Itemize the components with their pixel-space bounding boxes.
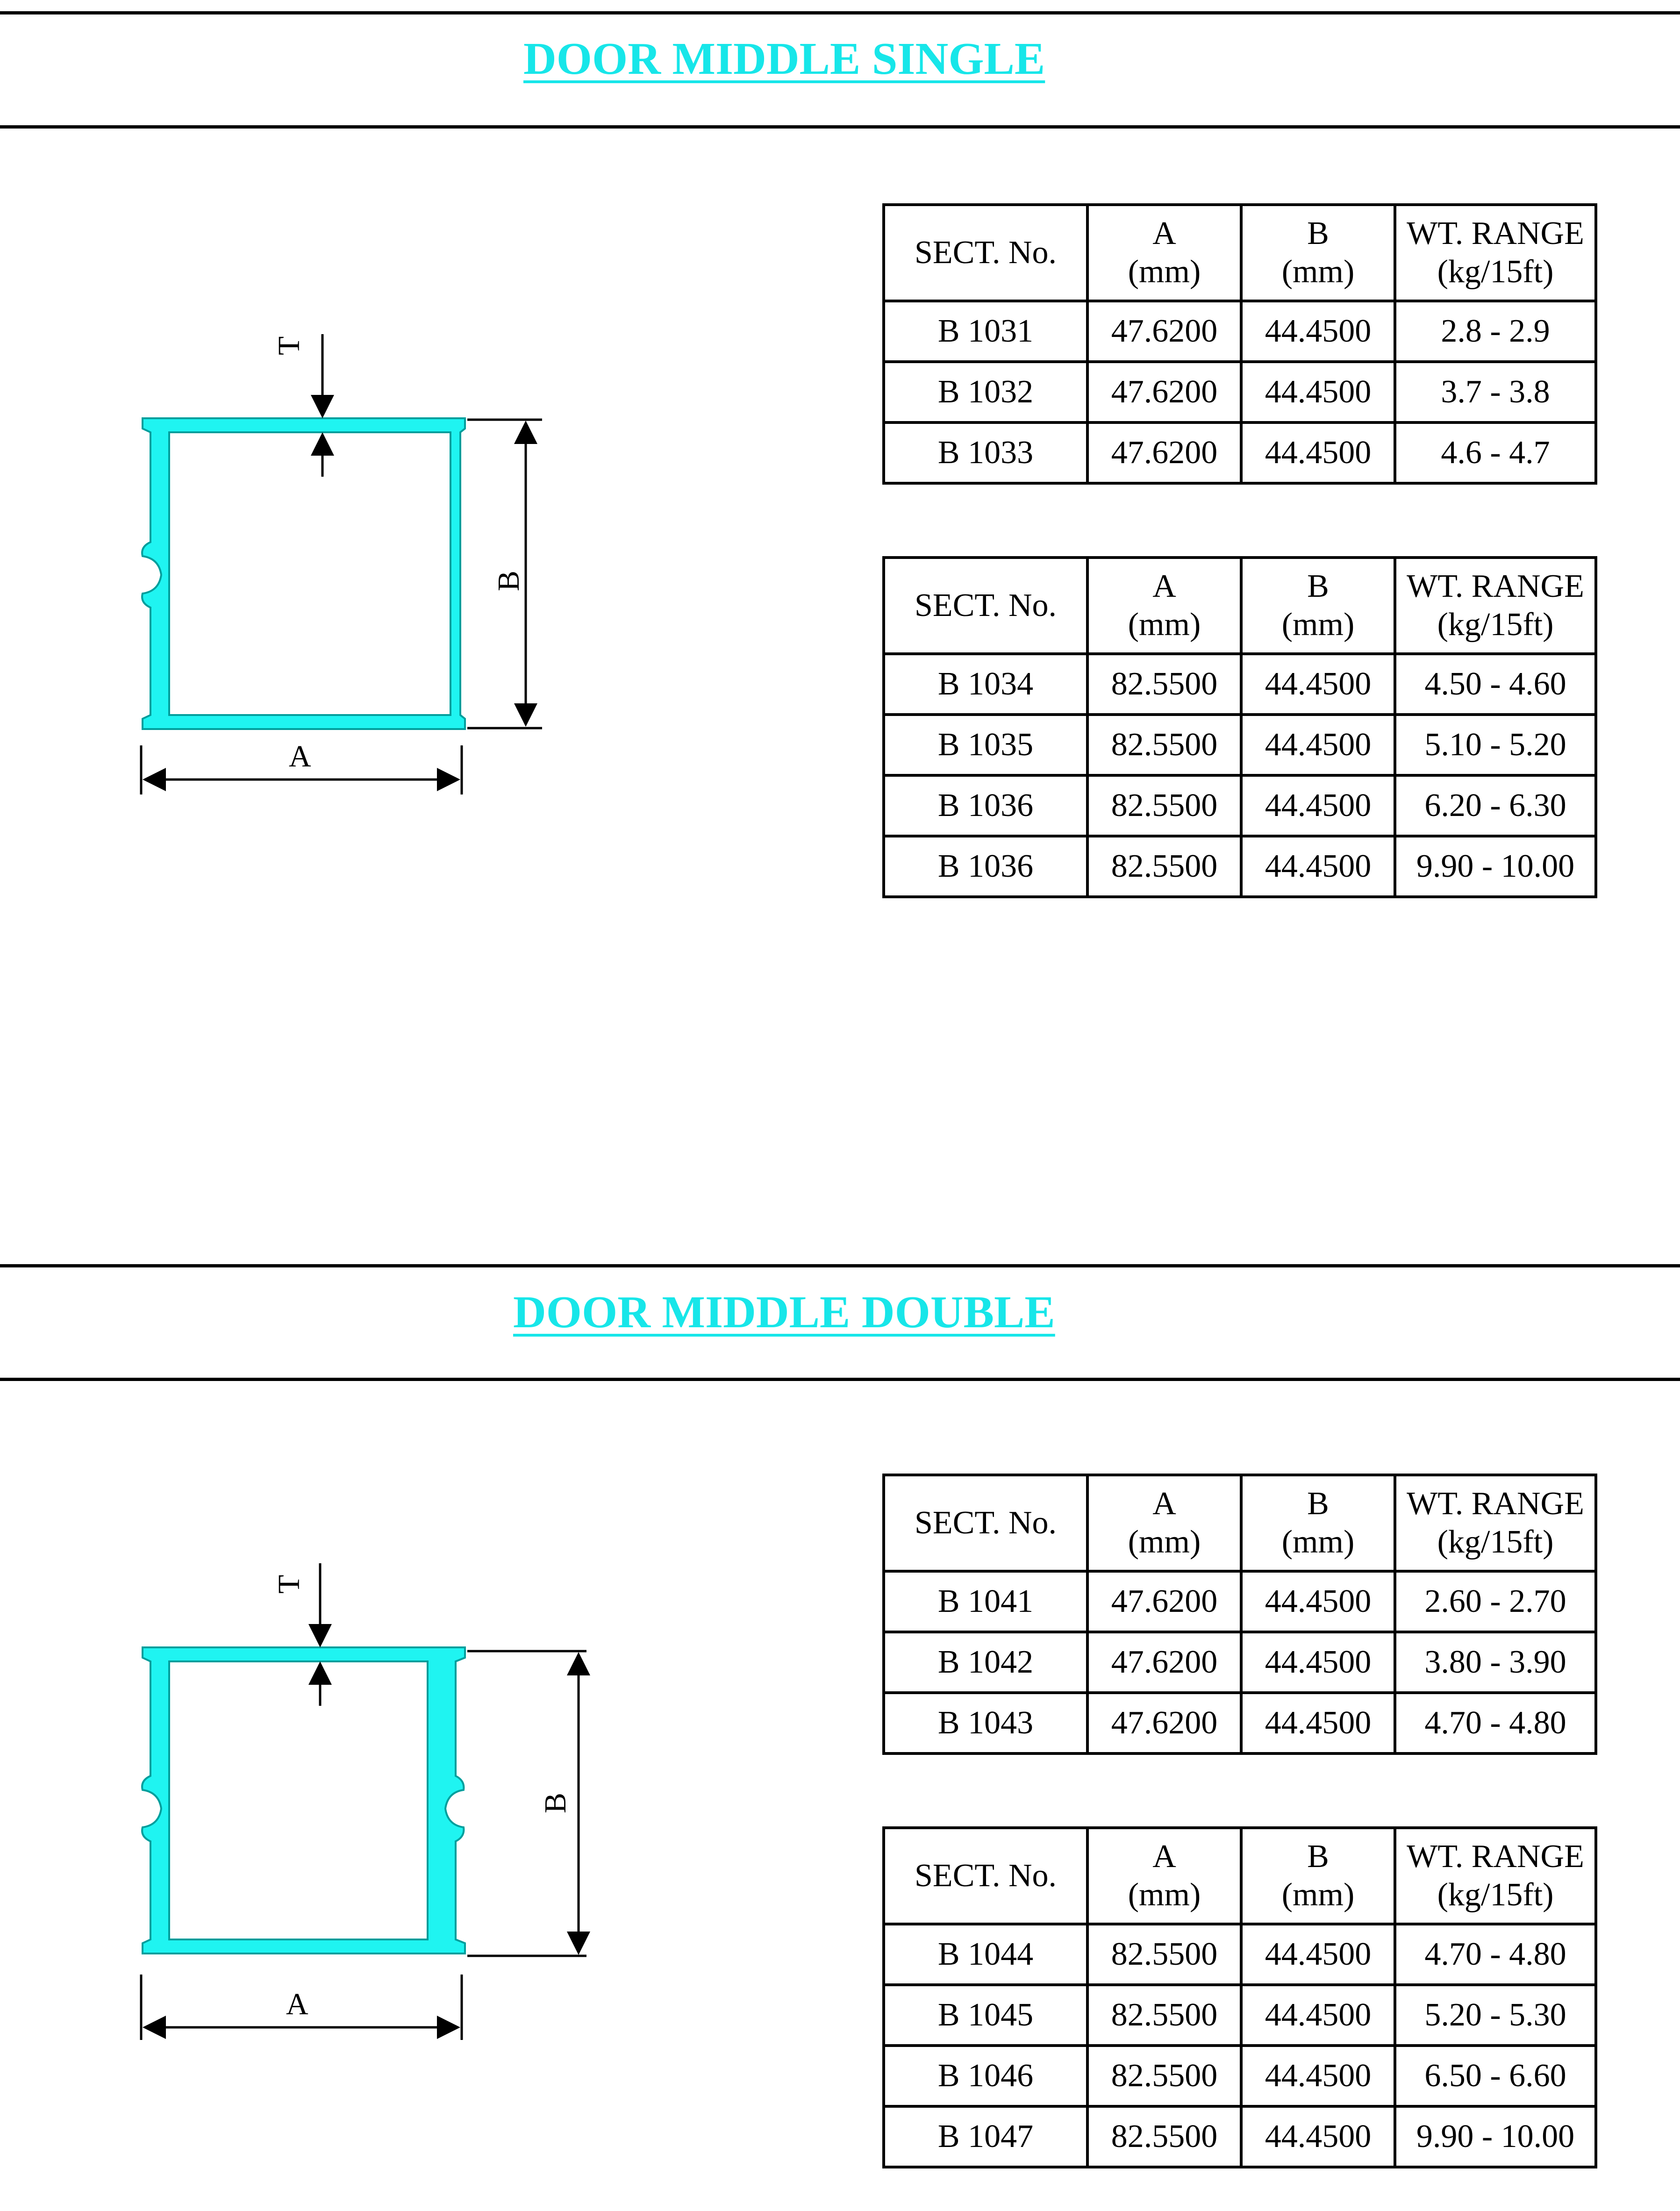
header-label: (kg/15ft) <box>1437 254 1554 290</box>
header-wt-range <box>1395 1475 1596 1571</box>
header-label: (mm) <box>1128 254 1201 290</box>
cell-wt-range: 6.20 - 6.30 <box>1395 775 1596 836</box>
header-label: (mm) <box>1128 607 1201 643</box>
header-label: WT. RANGE <box>1407 215 1584 251</box>
cell-a: 82.5500 <box>1087 715 1241 775</box>
profile-section-double <box>142 1647 465 1953</box>
header-label: WT. RANGE <box>1407 568 1584 604</box>
table-row <box>884 422 1596 483</box>
header-a <box>1087 558 1241 654</box>
cell-sect-no: B 1032 <box>884 362 1087 422</box>
a-label: A <box>289 739 311 773</box>
header-label: (kg/15ft) <box>1437 1524 1554 1560</box>
cell-b: 44.4500 <box>1241 1924 1395 1985</box>
table-row <box>884 301 1596 362</box>
header-label: A <box>1152 1839 1176 1875</box>
cell-sect-no: B 1046 <box>884 2046 1087 2106</box>
b-label: B <box>492 570 526 591</box>
cell-wt-range: 4.70 - 4.80 <box>1395 1924 1596 1985</box>
header-label: (mm) <box>1281 254 1355 290</box>
t-label: T <box>272 1574 306 1594</box>
cell-sect-no: B 1044 <box>884 1924 1087 1985</box>
header-sect-no <box>884 205 1087 301</box>
header-label: SECT. No. <box>915 1505 1057 1541</box>
table-row <box>884 836 1596 897</box>
header-label: (kg/15ft) <box>1437 1877 1554 1913</box>
table-row <box>884 775 1596 836</box>
header-label: A <box>1152 568 1176 604</box>
header-b <box>1241 205 1395 301</box>
cell-a: 82.5500 <box>1087 654 1241 715</box>
cell-sect-no: B 1045 <box>884 1985 1087 2046</box>
cell-wt-range: 9.90 - 10.00 <box>1395 2106 1596 2167</box>
header-a <box>1087 205 1241 301</box>
cell-wt-range: 5.10 - 5.20 <box>1395 715 1596 775</box>
cell-wt-range: 2.8 - 2.9 <box>1395 301 1596 362</box>
section-title: DOOR MIDDLE SINGLE <box>523 34 1045 84</box>
header-b <box>1241 1475 1395 1571</box>
header-label: B <box>1307 1486 1329 1522</box>
header-label: SECT. No. <box>915 1858 1057 1894</box>
a-label: A <box>286 1987 308 2021</box>
header-b <box>1241 558 1395 654</box>
cell-b: 44.4500 <box>1241 836 1395 897</box>
cell-wt-range: 3.7 - 3.8 <box>1395 362 1596 422</box>
header-label: (kg/15ft) <box>1437 607 1554 643</box>
cell-sect-no: B 1031 <box>884 301 1087 362</box>
cell-wt-range: 9.90 - 10.00 <box>1395 836 1596 897</box>
cell-b: 44.4500 <box>1241 2046 1395 2106</box>
header-label: WT. RANGE <box>1407 1486 1584 1522</box>
header-label: (mm) <box>1128 1524 1201 1560</box>
header-wt-range <box>1395 1828 1596 1924</box>
table-header-row <box>884 1475 1596 1571</box>
cell-sect-no: B 1036 <box>884 775 1087 836</box>
header-sect-no <box>884 1828 1087 1924</box>
header-label: (mm) <box>1281 1524 1355 1560</box>
cell-b: 44.4500 <box>1241 1632 1395 1693</box>
cell-a: 82.5500 <box>1087 836 1241 897</box>
cell-a: 82.5500 <box>1087 1924 1241 1985</box>
cell-a: 47.6200 <box>1087 1571 1241 1632</box>
b-label: B <box>538 1792 572 1813</box>
header-sect-no <box>884 558 1087 654</box>
cell-wt-range: 4.6 - 4.7 <box>1395 422 1596 483</box>
cell-sect-no: B 1035 <box>884 715 1087 775</box>
cell-sect-no: B 1041 <box>884 1571 1087 1632</box>
cell-sect-no: B 1036 <box>884 836 1087 897</box>
spec-table-4 <box>882 1826 1597 2168</box>
header-label: WT. RANGE <box>1407 1839 1584 1875</box>
table-row <box>884 654 1596 715</box>
cell-a: 82.5500 <box>1087 2046 1241 2106</box>
header-label: SECT. No. <box>915 235 1057 271</box>
cell-a: 47.6200 <box>1087 1693 1241 1753</box>
profile-section-single <box>142 418 465 729</box>
cell-b: 44.4500 <box>1241 715 1395 775</box>
spec-table-2 <box>882 556 1597 898</box>
cell-a: 82.5500 <box>1087 1985 1241 2046</box>
cell-a: 47.6200 <box>1087 301 1241 362</box>
cell-wt-range: 3.80 - 3.90 <box>1395 1632 1596 1693</box>
header-a <box>1087 1475 1241 1571</box>
header-label: (mm) <box>1281 607 1355 643</box>
table-header-row <box>884 558 1596 654</box>
table-row <box>884 715 1596 775</box>
cell-b: 44.4500 <box>1241 1985 1395 2046</box>
header-sect-no <box>884 1475 1087 1571</box>
spec-table-1 <box>882 203 1597 485</box>
cell-a: 82.5500 <box>1087 775 1241 836</box>
header-label: (mm) <box>1281 1877 1355 1913</box>
header-label: (mm) <box>1128 1877 1201 1913</box>
header-label: B <box>1307 568 1329 604</box>
table-row <box>884 2046 1596 2106</box>
cell-a: 47.6200 <box>1087 1632 1241 1693</box>
spec-table-3 <box>882 1474 1597 1755</box>
t-label: T <box>272 336 306 355</box>
cell-wt-range: 4.50 - 4.60 <box>1395 654 1596 715</box>
header-label: B <box>1307 1839 1329 1875</box>
cell-b: 44.4500 <box>1241 362 1395 422</box>
cell-b: 44.4500 <box>1241 422 1395 483</box>
table-header-row <box>884 205 1596 301</box>
table-header-row <box>884 1828 1596 1924</box>
cell-a: 82.5500 <box>1087 2106 1241 2167</box>
cell-b: 44.4500 <box>1241 2106 1395 2167</box>
cell-wt-range: 4.70 - 4.80 <box>1395 1693 1596 1753</box>
cell-a: 47.6200 <box>1087 422 1241 483</box>
header-wt-range <box>1395 205 1596 301</box>
header-label: A <box>1152 1486 1176 1522</box>
table-row <box>884 362 1596 422</box>
cell-wt-range: 6.50 - 6.60 <box>1395 2046 1596 2106</box>
table-row <box>884 1693 1596 1753</box>
cell-b: 44.4500 <box>1241 775 1395 836</box>
header-label: B <box>1307 215 1329 251</box>
header-wt-range <box>1395 558 1596 654</box>
cell-sect-no: B 1034 <box>884 654 1087 715</box>
cell-wt-range: 5.20 - 5.30 <box>1395 1985 1596 2046</box>
cell-sect-no: B 1043 <box>884 1693 1087 1753</box>
header-label: A <box>1152 215 1176 251</box>
cell-sect-no: B 1042 <box>884 1632 1087 1693</box>
cell-b: 44.4500 <box>1241 1571 1395 1632</box>
table-row <box>884 1985 1596 2046</box>
cell-b: 44.4500 <box>1241 301 1395 362</box>
cell-sect-no: B 1033 <box>884 422 1087 483</box>
cell-sect-no: B 1047 <box>884 2106 1087 2167</box>
profile-drawing-double <box>0 1224 631 2089</box>
profile-drawing-single <box>0 0 608 841</box>
cell-wt-range: 2.60 - 2.70 <box>1395 1571 1596 1632</box>
cell-b: 44.4500 <box>1241 654 1395 715</box>
table-row <box>884 2106 1596 2167</box>
header-b <box>1241 1828 1395 1924</box>
header-a <box>1087 1828 1241 1924</box>
cell-a: 47.6200 <box>1087 362 1241 422</box>
table-row <box>884 1571 1596 1632</box>
table-row <box>884 1924 1596 1985</box>
section-title: DOOR MIDDLE DOUBLE <box>513 1287 1055 1338</box>
table-row <box>884 1632 1596 1693</box>
header-label: SECT. No. <box>915 587 1057 623</box>
cell-b: 44.4500 <box>1241 1693 1395 1753</box>
